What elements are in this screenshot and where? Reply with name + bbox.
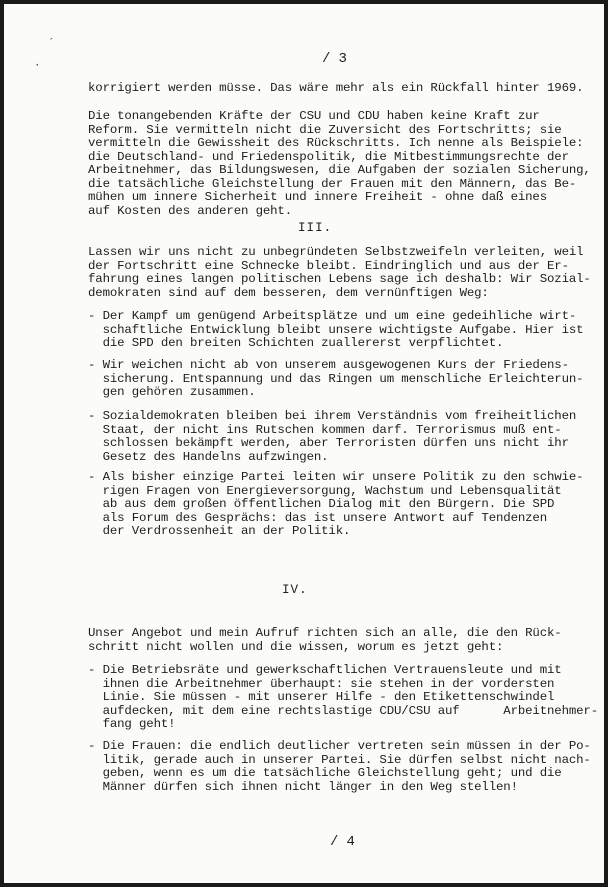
text-line: schaftliche Entwicklung bleibt unsere wichtigste Aufgabe. Hier ist — [88, 322, 584, 337]
text-line: fang geht! — [88, 717, 176, 731]
text-line: Unser Angebot und mein Aufruf richten sich an alle, die den Rück- — [88, 626, 562, 640]
text-line: Männer dürfen sich ihnen nicht länger in den Weg stellen! — [88, 779, 518, 794]
text-line: schritt nicht wollen und die wissen, worum es jetzt geht: — [88, 639, 504, 654]
page-footer: / 4 — [330, 834, 355, 850]
text-line: - Die Frauen: die endlich deutlicher vertreten sein müssen in der Po- — [88, 739, 591, 753]
text-line: - Der Kampf um genügend Arbeitsplätze und um eine gedeihliche wirt- — [88, 309, 577, 323]
text-line: litik, gerade auch in unserer Partei. Sie dürfen selbst nicht nach- — [88, 752, 591, 767]
text-line: - Als bisher einzige Partei leiten wir unsere Politik zu den schwie- — [88, 470, 584, 484]
text-line: der Verdrossenheit an der Politik. — [88, 524, 351, 538]
text-line: vermitteln die Gewissheit des Rückschritts. Ich nenne als Beispiele: — [88, 136, 584, 150]
page-header: / 3 — [322, 51, 347, 67]
text-line: geben, wenn es um die tatsächliche Gleichstellung geht; und die — [88, 766, 562, 780]
text-line: Arbeitnehmer, das Bildungswesen, die Aufgaben der sozialen Sicherung, — [88, 163, 591, 177]
scan-mark: ´ — [48, 38, 55, 50]
text-line: ihnen die Arbeitnehmer überhaupt: sie stehen in der vordersten — [88, 676, 555, 691]
text-line: gen gehören zusammen. — [88, 385, 256, 399]
text-line: schlossen bekämpft werden, aber Terroristen dürfen uns nicht ihr — [88, 436, 569, 450]
text-line: Reform. Sie vermitteln nicht die Zuversicht des Fortschritts; sie — [88, 122, 562, 137]
section-heading-iv: IV. — [282, 583, 308, 597]
text-line: Linie. Sie müssen - mit unserer Hilfe - den Etikettenschwindel — [88, 690, 555, 704]
text-line: Gesetz des Handelns aufzwingen. — [88, 449, 329, 464]
text-line: mühen um innere Sicherheit und innere Freiheit - ohne daß eines — [88, 190, 547, 204]
text-line: aufdecken, mit dem eine rechtslastige CDU/CSU auf Arbeitnehmer- — [88, 703, 598, 718]
text-line: - Sozialdemokraten bleiben bei ihrem Verständnis vom freiheitlichen — [88, 409, 577, 423]
text-line: - Wir weichen nicht ab von unserem ausgewogenen Kurs der Friedens- — [88, 358, 569, 372]
document-page — [4, 4, 604, 883]
scan-mark: · — [34, 60, 41, 72]
text-line: die tatsächliche Gleichstellung der Frauen mit den Männern, das Be- — [88, 176, 577, 191]
text-line: die SPD den breiten Schichten zuallererst verpflichtet. — [88, 336, 504, 350]
text-line: Lassen wir uns nicht zu unbegründeten Selbstzweifeln verleiten, weil — [88, 245, 584, 259]
text-line: Staat, der nicht ins Rutschen kommen darf. Terrorismus muß ent- — [88, 422, 562, 437]
text-line: auf Kosten des anderen geht. — [88, 203, 292, 218]
text-line: Die tonangebenden Kräfte der CSU und CDU haben keine Kraft zur — [88, 109, 540, 123]
text-line: als Forum des Gesprächs: das ist unsere Antwort auf Tendenzen — [88, 510, 547, 525]
text-line: demokraten sind auf dem besseren, dem vernünftigen Weg: — [88, 285, 489, 300]
section-heading-iii: III. — [298, 221, 333, 235]
text-line: rigen Fragen von Energieversorgung, Wachstum und Lebensqualität — [88, 483, 562, 498]
text-line: der Fortschritt eine Schnecke bleibt. Eindringlich und aus der Er- — [88, 258, 569, 273]
text-line: fahrung eines langen politischen Lebens sage ich deshalb: Wir Sozial- — [88, 272, 591, 286]
text-line: korrigiert werden müsse. Das wäre mehr als ein Rückfall hinter 1969. — [88, 81, 584, 95]
text-line: die Deutschland- und Friedenspolitik, die Mitbestimmungsrechte der — [88, 149, 569, 164]
text-line: ab aus dem großen öffentlichen Dialog mit den Bürgern. Die SPD — [88, 497, 555, 511]
text-line: sicherung. Entspannung und das Ringen um menschliche Erleichterun- — [88, 371, 584, 386]
text-line: - Die Betriebsräte und gewerkschaftlichen Vertrauensleute und mit — [88, 663, 562, 677]
